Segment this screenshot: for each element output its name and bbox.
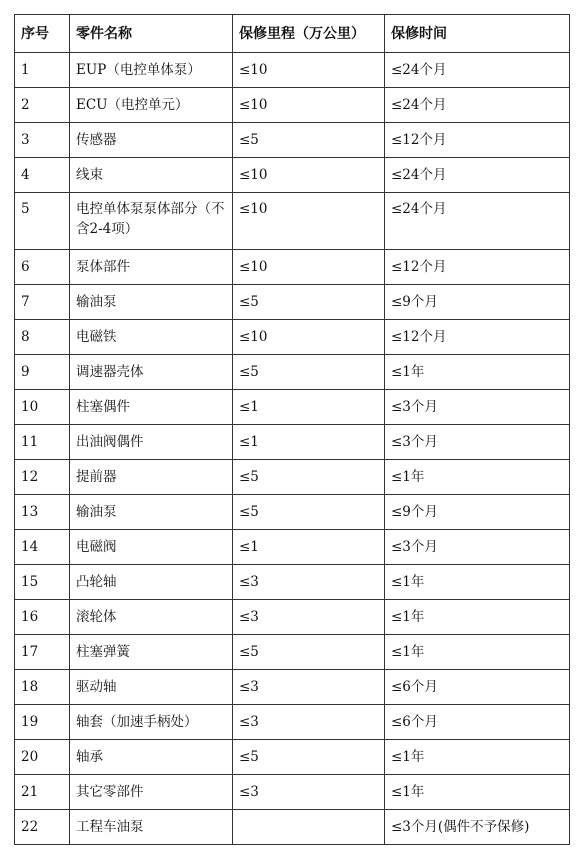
- warranty-mileage: ≤3: [233, 705, 385, 740]
- row-index: 16: [15, 600, 70, 635]
- row-index: 21: [15, 775, 70, 810]
- row-index: 22: [15, 810, 70, 845]
- table-row: [15, 600, 570, 635]
- row-index: 1: [15, 53, 70, 88]
- table-row: [15, 565, 570, 600]
- part-name: 提前器: [70, 460, 233, 495]
- table-row: [15, 285, 570, 320]
- row-index: 10: [15, 390, 70, 425]
- header-part-name: 零件名称: [70, 15, 233, 53]
- part-name: 电磁阀: [70, 530, 233, 565]
- part-name: 柱塞弹簧: [70, 635, 233, 670]
- row-index: 15: [15, 565, 70, 600]
- warranty-period: ≤1年: [385, 460, 570, 495]
- table-row: [15, 123, 570, 158]
- part-name: EUP（电控单体泵）: [70, 53, 233, 88]
- warranty-mileage: ≤1: [233, 425, 385, 460]
- warranty-mileage: ≤5: [233, 635, 385, 670]
- part-name: ECU（电控单元）: [70, 88, 233, 123]
- part-name: 泵体部件: [70, 250, 233, 285]
- table-row: [15, 705, 570, 740]
- table-row: [15, 670, 570, 705]
- table-row: [15, 53, 570, 88]
- part-name: 轴套（加速手柄处）: [70, 705, 233, 740]
- part-name: 工程车油泵: [70, 810, 233, 845]
- warranty-period: ≤9个月: [385, 285, 570, 320]
- table-row: [15, 250, 570, 285]
- warranty-mileage: ≤5: [233, 740, 385, 775]
- row-index: 11: [15, 425, 70, 460]
- table-row: [15, 530, 570, 565]
- table-row: [15, 775, 570, 810]
- warranty-period: ≤1年: [385, 565, 570, 600]
- warranty-mileage: ≤1: [233, 530, 385, 565]
- part-name: 调速器壳体: [70, 355, 233, 390]
- row-index: 6: [15, 250, 70, 285]
- table-row: [15, 810, 570, 845]
- warranty-mileage: ≤5: [233, 460, 385, 495]
- warranty-period: ≤3个月: [385, 530, 570, 565]
- warranty-period: ≤12个月: [385, 250, 570, 285]
- row-index: 18: [15, 670, 70, 705]
- warranty-mileage: ≤1: [233, 390, 385, 425]
- warranty-period: ≤3个月: [385, 390, 570, 425]
- part-name: 滚轮体: [70, 600, 233, 635]
- row-index: 8: [15, 320, 70, 355]
- warranty-period: ≤1年: [385, 635, 570, 670]
- part-name: 电磁铁: [70, 320, 233, 355]
- row-index: 4: [15, 158, 70, 193]
- warranty-table: [14, 14, 570, 845]
- table-header-row: [15, 15, 570, 53]
- table-row: [15, 320, 570, 355]
- row-index: 7: [15, 285, 70, 320]
- row-index: 9: [15, 355, 70, 390]
- warranty-period: ≤1年: [385, 355, 570, 390]
- warranty-period: ≤3个月: [385, 425, 570, 460]
- warranty-mileage: ≤10: [233, 250, 385, 285]
- part-name: 电控单体泵泵体部分（不含2-4项）: [70, 193, 233, 250]
- warranty-period: ≤24个月: [385, 193, 570, 250]
- part-name: 传感器: [70, 123, 233, 158]
- warranty-period: ≤24个月: [385, 88, 570, 123]
- table-row: [15, 425, 570, 460]
- part-name: 柱塞偶件: [70, 390, 233, 425]
- warranty-mileage: ≤10: [233, 158, 385, 193]
- table-row: [15, 355, 570, 390]
- header-warranty-period: 保修时间: [385, 15, 570, 53]
- warranty-period: ≤24个月: [385, 158, 570, 193]
- table-row: [15, 193, 570, 250]
- warranty-mileage: ≤3: [233, 565, 385, 600]
- warranty-mileage: ≤5: [233, 285, 385, 320]
- part-name: 轴承: [70, 740, 233, 775]
- table-row: [15, 158, 570, 193]
- header-index: 序号: [15, 15, 70, 53]
- table-row: [15, 460, 570, 495]
- part-name: 输油泵: [70, 285, 233, 320]
- warranty-period: ≤24个月: [385, 53, 570, 88]
- warranty-mileage: ≤10: [233, 88, 385, 123]
- warranty-mileage: ≤5: [233, 495, 385, 530]
- warranty-period: ≤6个月: [385, 670, 570, 705]
- table-row: [15, 390, 570, 425]
- row-index: 2: [15, 88, 70, 123]
- part-name: 驱动轴: [70, 670, 233, 705]
- row-index: 17: [15, 635, 70, 670]
- part-name: 其它零部件: [70, 775, 233, 810]
- table-row: [15, 635, 570, 670]
- warranty-period: ≤1年: [385, 740, 570, 775]
- row-index: 13: [15, 495, 70, 530]
- warranty-mileage: ≤10: [233, 193, 385, 250]
- row-index: 12: [15, 460, 70, 495]
- warranty-mileage: [233, 810, 385, 845]
- row-index: 5: [15, 193, 70, 250]
- table-row: [15, 495, 570, 530]
- warranty-period: ≤1年: [385, 600, 570, 635]
- warranty-period: ≤1年: [385, 775, 570, 810]
- part-name: 线束: [70, 158, 233, 193]
- warranty-mileage: ≤10: [233, 53, 385, 88]
- warranty-mileage: ≤10: [233, 320, 385, 355]
- row-index: 19: [15, 705, 70, 740]
- warranty-mileage: ≤5: [233, 123, 385, 158]
- row-index: 3: [15, 123, 70, 158]
- warranty-period: ≤12个月: [385, 123, 570, 158]
- warranty-mileage: ≤3: [233, 600, 385, 635]
- warranty-period: ≤6个月: [385, 705, 570, 740]
- table-row: [15, 740, 570, 775]
- warranty-mileage: ≤5: [233, 355, 385, 390]
- warranty-mileage: ≤3: [233, 670, 385, 705]
- table-row: [15, 88, 570, 123]
- part-name: 输油泵: [70, 495, 233, 530]
- part-name: 凸轮轴: [70, 565, 233, 600]
- warranty-period: ≤3个月(偶件不予保修): [385, 810, 570, 845]
- header-warranty-mileage: 保修里程（万公里）: [233, 15, 385, 53]
- part-name: 出油阀偶件: [70, 425, 233, 460]
- warranty-period: ≤12个月: [385, 320, 570, 355]
- row-index: 14: [15, 530, 70, 565]
- warranty-mileage: ≤3: [233, 775, 385, 810]
- row-index: 20: [15, 740, 70, 775]
- warranty-period: ≤9个月: [385, 495, 570, 530]
